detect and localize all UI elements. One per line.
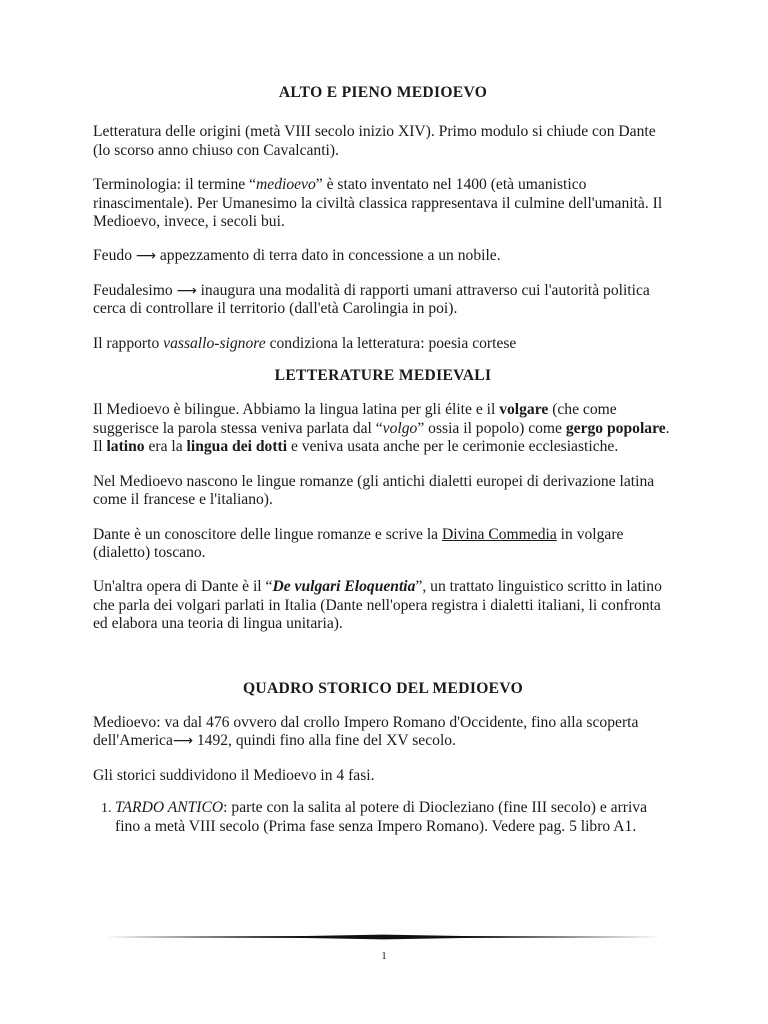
paragraph-lingue-romanze: Nel Medioevo nascono le lingue romanze (gli antichi dialetti europei di derivazione latina come il francese e l'italiano). (93, 472, 655, 509)
heading-quadro-storico: QUADRO STORICO DEL MEDIOEVO (243, 679, 523, 697)
list-item (115, 799, 673, 836)
text-run: ” è stato inventato nel 1400 (età umanistico rinascimentale). Per Umanesimo la civiltà classica rappresentava il culmine dell'umanità. Il Medioevo, invece, i secoli bui. (93, 176, 663, 231)
paragraph-feudalesimo (93, 282, 673, 319)
footer-divider (106, 934, 662, 940)
text-run: Il rapporto (93, 334, 164, 352)
text-run: e veniva usata anche per le cerimonie ecclesiastiche. (287, 438, 619, 456)
text-run: ”, un trattato linguistico scritto in latino che parla dei volgari parlati in Italia (Dante nell'opera registra i dialetti italiani, li confronta ed elabora una teoria di lingua unitaria). (93, 578, 662, 633)
phases-list (93, 799, 673, 836)
text-run: Il Medioevo è bilingue. Abbiamo la lingua latina per gli élite e il (93, 401, 500, 419)
paragraph-vassallo-signore (93, 335, 673, 353)
heading-letterature-medievali: LETTERATURE MEDIEVALI (274, 367, 492, 385)
paragraph-medioevo-date (93, 714, 673, 751)
text-run: Feudalesimo (93, 281, 177, 299)
text-run: . Il (93, 419, 670, 456)
bold-italic-title-de-vulgari (272, 578, 415, 595)
page-content (93, 84, 673, 836)
paragraph-letteratura-origini: Letteratura delle origini (metà VIII secolo inizio XIV). Primo modulo si chiude con Dante (lo scorso anno chiuso con Cavalcanti). (93, 123, 656, 159)
arrow-right-icon: ⟶ (135, 248, 156, 265)
page-number: 1 (381, 950, 387, 962)
text-run: Feudo (93, 247, 136, 265)
text-run: Terminologia: il termine “ (93, 176, 257, 194)
underlined-title-divina-commedia: Divina Commedia (441, 525, 557, 543)
text-run: era la (144, 438, 187, 456)
text-run: Un'altra opera di Dante è il “ (93, 578, 273, 596)
text-run: Dante è un conoscitore delle lingue romanze e scrive la (93, 525, 442, 543)
text-run: condiziona la letteratura: poesia cortese (265, 334, 517, 352)
bold-term-latino: latino (106, 438, 145, 456)
paragraph-feudo (93, 247, 673, 265)
paragraph-bilingue (93, 401, 673, 456)
italic-title-de-vulgari: De vulgari Eloquentia (272, 578, 416, 596)
text-run: in volgare (dialetto) toscano. (93, 525, 624, 561)
arrow-right-icon: ⟶ (176, 282, 197, 299)
bold-term-gergo-popolare: gergo popolare (565, 419, 666, 437)
bold-term-lingua-dei-dotti: lingua dei dotti (186, 438, 288, 456)
italic-term-vassallo-signore: vassallo-signore (163, 334, 266, 352)
text-run: inaugura una modalità di rapporti umani attraverso cui l'autorità politica cerca di controllare il territorio (dall'età Carolingia in poi). (93, 281, 650, 318)
text-run: 1492, quindi fino alla fine del XV secolo. (192, 732, 456, 750)
text-run: (che come suggerisce la parola stessa veniva parlata dal “ (93, 401, 617, 437)
italic-term-tardo-antico: TARDO ANTICO (115, 799, 224, 817)
bold-term-volgare: volgare (499, 401, 549, 419)
paragraph-dante-conoscitore (93, 526, 673, 563)
paragraph-quattro-fasi: Gli storici suddividono il Medioevo in 4 fasi. (93, 766, 375, 784)
heading-alto-pieno-medioevo: ALTO E PIENO MEDIOEVO (278, 84, 488, 101)
text-run: Medioevo: va dal 476 ovvero dal crollo Impero Romano d'Occidente, fino alla scoperta dell'America (93, 713, 639, 750)
text-run: : parte con la salita al potere di Diocleziano (fine III secolo) e arriva fino a metà VIII secolo (Prima fase senza Impero Romano). Vedere pag. 5 libro A1. (115, 799, 648, 835)
paragraph-de-vulgari-eloquentia (93, 578, 673, 633)
paragraph-terminologia (93, 176, 673, 231)
text-run: appezzamento di terra dato in concessione a un nobile. (155, 247, 501, 265)
italic-term-medioevo: medioevo (256, 176, 316, 194)
arrow-right-icon: ⟶ (172, 733, 193, 750)
text-run: ” ossia il popolo) come (417, 419, 566, 437)
italic-term-volgo: volgo (382, 419, 418, 437)
